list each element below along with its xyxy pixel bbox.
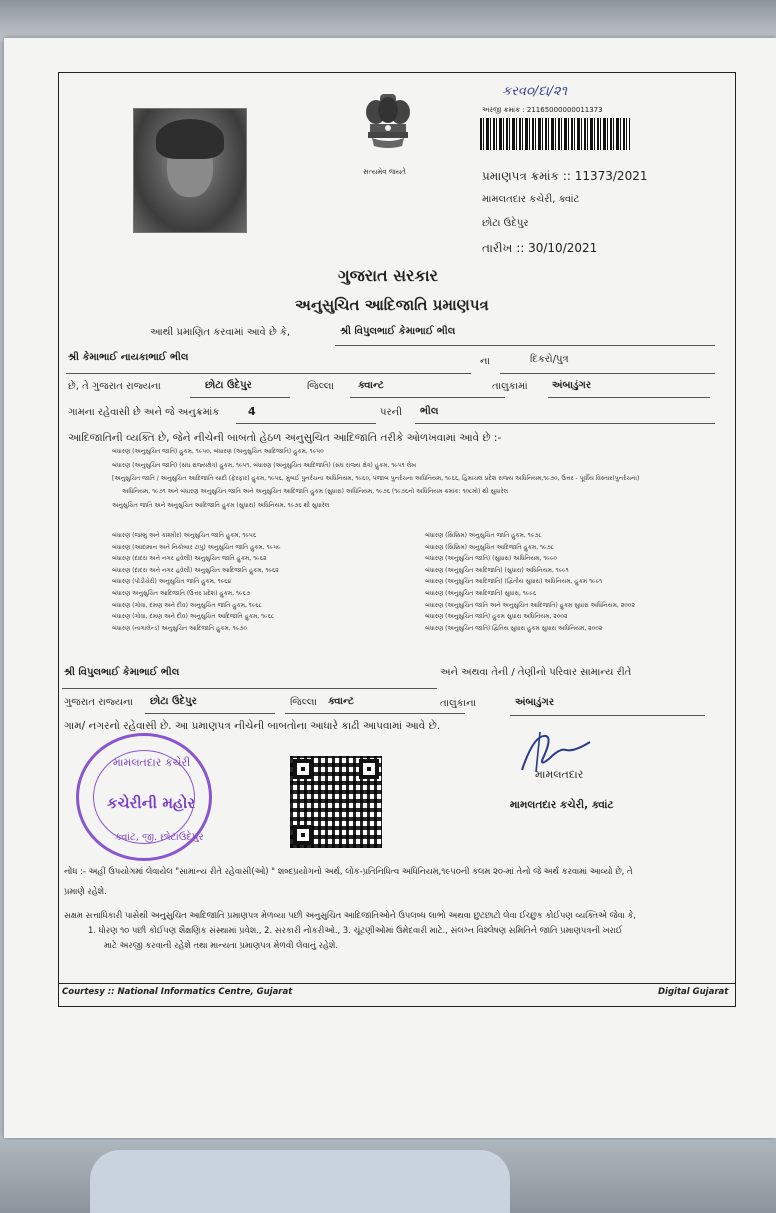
fine-print-5: અનુસુચિત જાતિ અને અનુસુચિત આદિજાતિ હુકમ (સુધારા) અધિનિયમ, ૧૯૭૬ થી સુધારેલ <box>112 502 330 509</box>
list-item: બંધારણ (દાદરા અને નગર હવેલી) અનુસુચિત આદિજાતિ હુકમ, ૧૯૬૨ <box>112 566 279 574</box>
father-name: શ્રી કેમાભાઈ નાયકાભાઈ ભીલ <box>68 352 189 363</box>
seal-top-text: મામલતદાર કચેરી <box>113 756 191 769</box>
list-item: બંધારણ (પોંડીચેરી) અનુસુચિત જાતિ હુકમ, ૧૯૬૪ <box>112 578 232 586</box>
underline <box>145 713 275 714</box>
barcode <box>480 118 630 150</box>
underline <box>350 397 505 398</box>
emblem-motto: સત્યમેવ જયતે <box>363 168 406 176</box>
office-name: મામલતદાર કચેરી, ક્વાંટ <box>482 194 580 205</box>
applicant-name: શ્રી વિપુલભાઈ કેમાભાઈ ભીલ <box>340 326 456 337</box>
taluka-2-label: તાલુકાના <box>440 698 477 709</box>
underline <box>285 713 465 714</box>
list-item: બંધારણ અનુસુચિત આદિજાતિ (ઉત્તર પ્રદેશ) હુકમ, ૧૯૬૭ <box>112 589 250 597</box>
fine-print-4: અધિનિયમ, ૧૯૭૧ અને બંધારણ અનુસુચિત જાતિ અને અનુસુચિત આદિજાતિ હુકમ (સુધારા) અધિનિયમ, ૧૯૭૬ (૧૯૭૬નો અધિનિયમ ક્રમાંક: ૧૦૮મો) થી સુધારેલ <box>122 488 509 495</box>
list-item: બંધારણ (અનુસુચિત આદિજાતિ) સુધારા, ૧૯૯૬ <box>425 589 537 597</box>
list-item: બંધારણ (નાગાલેન્ડ) અનુસુચિત આદિજાતિ હુકમ, ૧૯૭૦ <box>112 624 247 632</box>
underline <box>236 423 376 424</box>
list-item: બંધારણ (અનુસુચિત જાતિ) હુકમ સુધારા અધિનિયમ, ૨૦૦૨ <box>425 613 568 621</box>
fine-print-1: બંધારણ (અનુસુચિત જાતિ) હુકમ, ૧૯૫૦, બંધારણ (અનુસુચિત આદિજાતિ) હુકમ, ૧૯૫૦ <box>112 448 324 455</box>
note-4: માટે અરજી કરવાની રહેશે તથા માન્યતા પ્રમાણપત્ર મેળવી લેવાનું રહેશે. <box>104 940 339 950</box>
note-1b: પ્રમાણે રહેશે. <box>64 886 107 896</box>
tribe-name: ભીલ <box>420 406 439 417</box>
certificate-number: પ્રમાણપત્ર ક્રમાંક :: 11373/2021 <box>482 169 648 183</box>
list-item: બંધારણ (આંદામાન અને નિકોબાર ટાપુ) અનુસુચિત જાતિ હુકમ, ૧૯૫૯ <box>112 543 281 551</box>
village-2-value: અંબાડુંગર <box>515 697 554 708</box>
qr-code <box>290 756 382 848</box>
seal-bottom-text: ક્વાંટ, જી. છોટાઉદેપુર <box>115 832 204 843</box>
district-2-value: છોટા ઉદેપુર <box>150 696 197 707</box>
courtesy-text: Courtesy :: National Informatics Centre, Gujarat <box>62 987 293 997</box>
village-value: અંબાડુંગર <box>552 380 591 391</box>
list-item: બંધારણ (અનુસુચિત જાતિ અને અનુસુચિત આદિજાતિ) હુકમ સુધારા અધિનિયમ, ૨૦૦૨ <box>425 601 635 609</box>
ashoka-emblem-icon <box>358 88 418 166</box>
issue-date: તારીખ :: 30/10/2021 <box>482 241 598 255</box>
state-2: ગુજરાત રાજ્યના <box>64 697 133 708</box>
list-item: બંધારણ (સિક્કિમ) અનુસુચિત આદિજાતિ હુકમ, ૧૯૭૮ <box>425 543 555 551</box>
intro-text: આથી પ્રમાણિત કરવામાં આવે છે કે, <box>150 327 291 338</box>
applicant-name-2: શ્રી વિપુલભાઈ કેમાભાઈ ભીલ <box>64 667 180 678</box>
note-1: નોંધ :- અહીં ઉપયોગમાં લેવાયેલ "સામાન્ય રીતે રહેવાસી(ઓ) " શબ્દપ્રયોગનો અર્થ, લોક-પ્રતિનિધિત્વ અધિનિયમ,૧૯૫૦ની કલમ ૨૦-માં તેનો જે અર્થ કરવામાં આવ્યો છે, તે <box>64 866 633 876</box>
background-person-shirt <box>90 1150 510 1213</box>
qr-finder <box>359 759 379 779</box>
fine-print-2: બંધારણ (અનુસુચિત જાતિ) (સંઘ રાજ્યક્ષેત્ર) હુકમ, ૧૯૫૧, બંધારણ (અનુસુચિત આદિજાતિ) (સંઘ રાજ્ય ક્ષેત્ર) હુકમ, ૧૯૫૧ લેખ <box>112 462 417 469</box>
qr-finder <box>293 759 313 779</box>
underline <box>548 397 710 398</box>
application-number: અરજી ક્રમાંક : 21165000000011373 <box>482 106 603 114</box>
list-item: બંધારણ (ગોવા, દમણ અને દીવ) અનુસુચિત આદિજાતિ હુકમ, ૧૯૬૮ <box>112 613 275 621</box>
issued-text: ગામ/ નગરનો રહેવાસી છે. આ પ્રમાણપત્ર નીચેની બાબતોના આધારે કાઢી આપવામાં આવે છે. <box>64 720 441 732</box>
photo-hair <box>156 119 224 159</box>
list-item: બંધારણ (ગોવા, દમણ અને દીવ) અનુસુચિત જાતિ હુકમ, ૧૯૬૮ <box>112 601 262 609</box>
underline <box>62 688 437 689</box>
applicant-photo <box>133 108 247 233</box>
na-text: ના <box>480 356 490 367</box>
seal-center-text: કચેરીની મહોર <box>107 794 196 812</box>
taluka-2-value: ક્વાન્ટ <box>328 696 354 707</box>
fine-print-3: [અનુસુચિત જાતિ / અનુસુચિત આદિજાતિ યાદી (ફેરફાર) હુકમ, ૧૯૫૬, મુંબઈ પુનર્રચના અધિનિયમ, ૧૯૬૦, પંજાબ પુનર્રચના અધિનિયમ, ૧૯૬૬, હિમાચલ પ્રદેશ રાજ્ય અધિનિયમ,૧૯૭૦, ઉત્તર - પૂર્વીય વિસ્તાર(પુનર્રચના) <box>112 475 640 482</box>
certificate-title: અનુસુચિત આદિજાતિ પ્રમાણપત્ર <box>295 296 489 314</box>
underline <box>415 423 715 424</box>
relation: દિકરો/પુત્ર <box>530 354 569 365</box>
serial-number: 4 <box>248 405 256 418</box>
list-item: બંધારણ (દાદરા અને નગર હવેલી) અનુસુચિત જાતિ હુકમ, ૧૯૬૨ <box>112 555 267 563</box>
office-district: છોટા ઉદેપુર <box>482 218 529 229</box>
list-item: બંધારણ (અનુસુચિત જાતિ) (સુધારા) અધિનિયમ, ૧૯૯૦ <box>425 555 557 563</box>
note-3: 1. ધોરણ ૧૦ પછી કોઈપણ શૈક્ષણિક સંસ્થામાં પ્રવેશ., 2. સરકારી નોકરીઓ., 3. ચૂંટણીઓમાં ઉમેદવારી માટે., સંલગ્ન વિશ્લેષણ સમિતિને જાતિ પ્રમાણપત્રની ખરાઈ <box>88 925 623 935</box>
district-label: જિલ્લા <box>307 381 334 392</box>
list-item: બંધારણ (સિક્કિમ) અનુસુચિત જાતિ હુકમ, ૧૯૭૮ <box>425 532 542 539</box>
taluka-value: ક્વાન્ટ <box>358 380 384 391</box>
family-text: અને અથવા તેની / તેણીનો પરિવાર સામાન્ય રીતે <box>440 667 632 678</box>
handwritten-reference: કરવ૦/દા/૨૧ <box>502 84 568 99</box>
parni-text: પરની <box>380 407 402 418</box>
digital-gujarat-brand: Digital Gujarat <box>658 987 729 997</box>
signatory-office: મામલતદાર કચેરી, ક્વાંટ <box>510 799 614 811</box>
office-seal-stamp <box>76 733 212 861</box>
signatory-title: મામલતદાર <box>535 768 584 781</box>
note-2: સક્ષમ સત્તાધિકારી પાસેથી અનુસુચિત આદિજાતિ પ્રમાણપત્ર મેળવ્યા પછી અનુસુચિત આદિજાતિઓને ઉપલબ્ધ લાભો અથવા છુટછાટો લેવા ઈચ્છુક કોઈપણ વ્યક્તિએ જેવા કે, <box>64 910 636 920</box>
underline <box>66 373 471 374</box>
district-value: છોટા ઉદેપુર <box>205 380 252 391</box>
list-item: બંધારણ (અનુસુચિત આદિજાતિ) (દ્વિતીય સુધારા) અધિનિયમ, હુકમ ૧૯૯૧ <box>425 578 603 586</box>
underline <box>510 715 705 716</box>
district-2-label: જિલ્લા <box>290 697 317 708</box>
orders-left-list <box>112 530 281 634</box>
background-top <box>0 0 776 42</box>
state-prefix: છે, તે ગુજરાત રાજ્યના <box>68 381 161 392</box>
underline <box>190 397 290 398</box>
underline <box>335 345 715 346</box>
resident-text: ગામના રહેવાસી છે અને જે અનુક્રમાંક <box>68 407 220 418</box>
footer-divider <box>58 983 736 984</box>
list-item: બંધારણ (અનુસુચિત જાતિ) દ્વિતિય સુધારા હુકમ સુધારા અધિનિયમ, ૨૦૦૨ <box>425 624 603 632</box>
government-title: ગુજરાત સરકાર <box>338 266 438 285</box>
orders-right-list <box>425 530 635 634</box>
list-item: બંધારણ (અનુસુચિત આદિજાતિ) (સુધારા) અધિનિયમ, ૧૯૯૧ <box>425 566 569 574</box>
list-item: બંધારણ (જમ્મુ અને કાશ્મીર) અનુસુચિત જાતિ હુકમ, ૧૯૫૬ <box>112 532 257 539</box>
qr-finder <box>293 825 313 845</box>
taluka-label: તાલુકામાં <box>492 381 528 392</box>
declaration-text: આદિજાતિની વ્યક્તિ છે, જેને નીચેની બાબતો હેઠળ અનુસુચિત આદિજાતિ તરીકે ઓળખવામાં આવે છે :- <box>68 432 502 444</box>
underline <box>500 373 715 374</box>
